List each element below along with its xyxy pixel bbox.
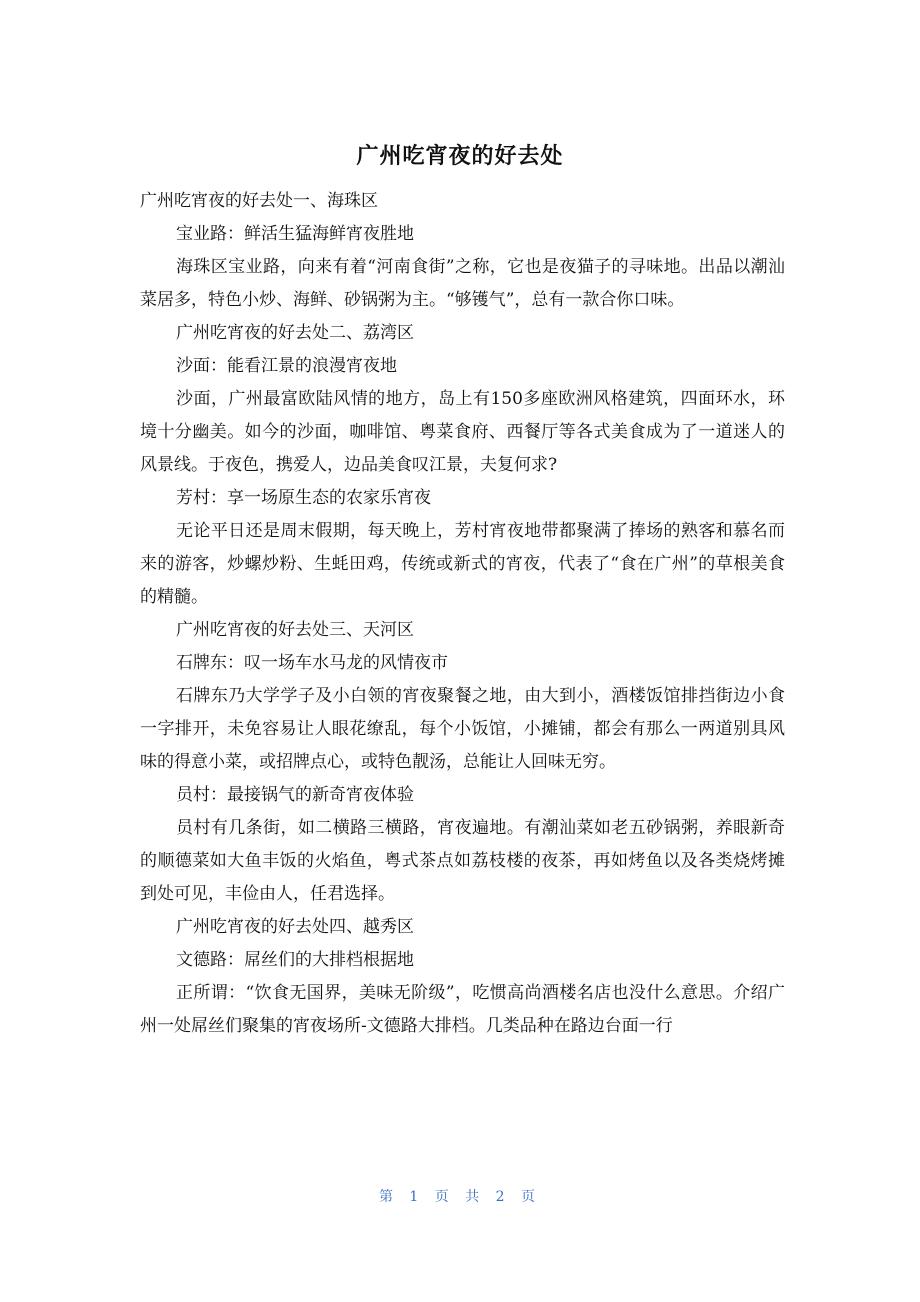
paragraph: 石牌东乃大学学子及小白领的宵夜聚餐之地，由大到小，酒楼饭馆排挡街边小食一字排开，未免容易让人眼花缭乱，每个小饭馆，小摊铺，都会有那么一两道别具风味的得意小菜，或招牌点心，或特色靓汤，总能让人回味无穷。 [140,686,785,772]
subheading: 宝业路：鲜活生猛海鲜宵夜胜地 [176,224,414,244]
section-heading: 广州吃宵夜的好去处一、海珠区 [140,191,378,211]
paragraph: 正所谓：“饮食无国界，美味无阶级”，吃惯高尚酒楼名店也没什么意思。介绍广州一处屌丝们聚集的宵夜场所-文德路大排档。几类品种在路边台面一行 [140,983,785,1036]
subheading: 石牌东：叹一场车水马龙的风情夜市 [176,653,448,673]
paragraph: 海珠区宝业路，向来有着“河南食街”之称，它也是夜猫子的寻味地。出品以潮汕菜居多，特色小炒、海鲜、砂锅粥为主。“够镬气”，总有一款合你口味。 [140,257,785,310]
paragraph: 沙面，广州最富欧陆风情的地方，岛上有150多座欧洲风格建筑，四面环水，环境十分幽美。如今的沙面，咖啡馆、粤菜食府、西餐厅等各式美食成为了一道迷人的风景线。于夜色，携爱人，边品美食叹江景，夫复何求? [140,389,785,475]
paragraph: 无论平日还是周末假期，每天晚上，芳村宵夜地带都聚满了捧场的熟客和慕名而来的游客，炒螺炒粉、生蚝田鸡，传统或新式的宵夜，代表了“食在广州”的草根美食的精髓。 [140,521,785,607]
document-body [140,185,785,1043]
subheading: 员村：最接锅气的新奇宵夜体验 [176,785,414,805]
section-heading: 广州吃宵夜的好去处三、天河区 [176,620,414,640]
subheading: 芳村：享一场原生态的农家乐宵夜 [176,488,431,508]
section-heading: 广州吃宵夜的好去处二、荔湾区 [176,323,414,343]
page-footer: 第 1 页 共 2 页 [378,1189,542,1205]
subheading: 文德路：屌丝们的大排档根据地 [176,950,414,970]
section-heading: 广州吃宵夜的好去处四、越秀区 [176,917,414,937]
document-title: 广州吃宵夜的好去处 [356,144,564,169]
paragraph: 员村有几条街，如二横路三横路，宵夜遍地。有潮汕菜如老五砂锅粥，养眼新奇的顺德菜如大鱼丰饭的火焰鱼，粤式茶点如荔枝楼的夜茶，再如烤鱼以及各类烧烤摊到处可见，丰俭由人，任君选择。 [140,818,785,904]
subheading: 沙面：能看江景的浪漫宵夜地 [176,356,397,376]
